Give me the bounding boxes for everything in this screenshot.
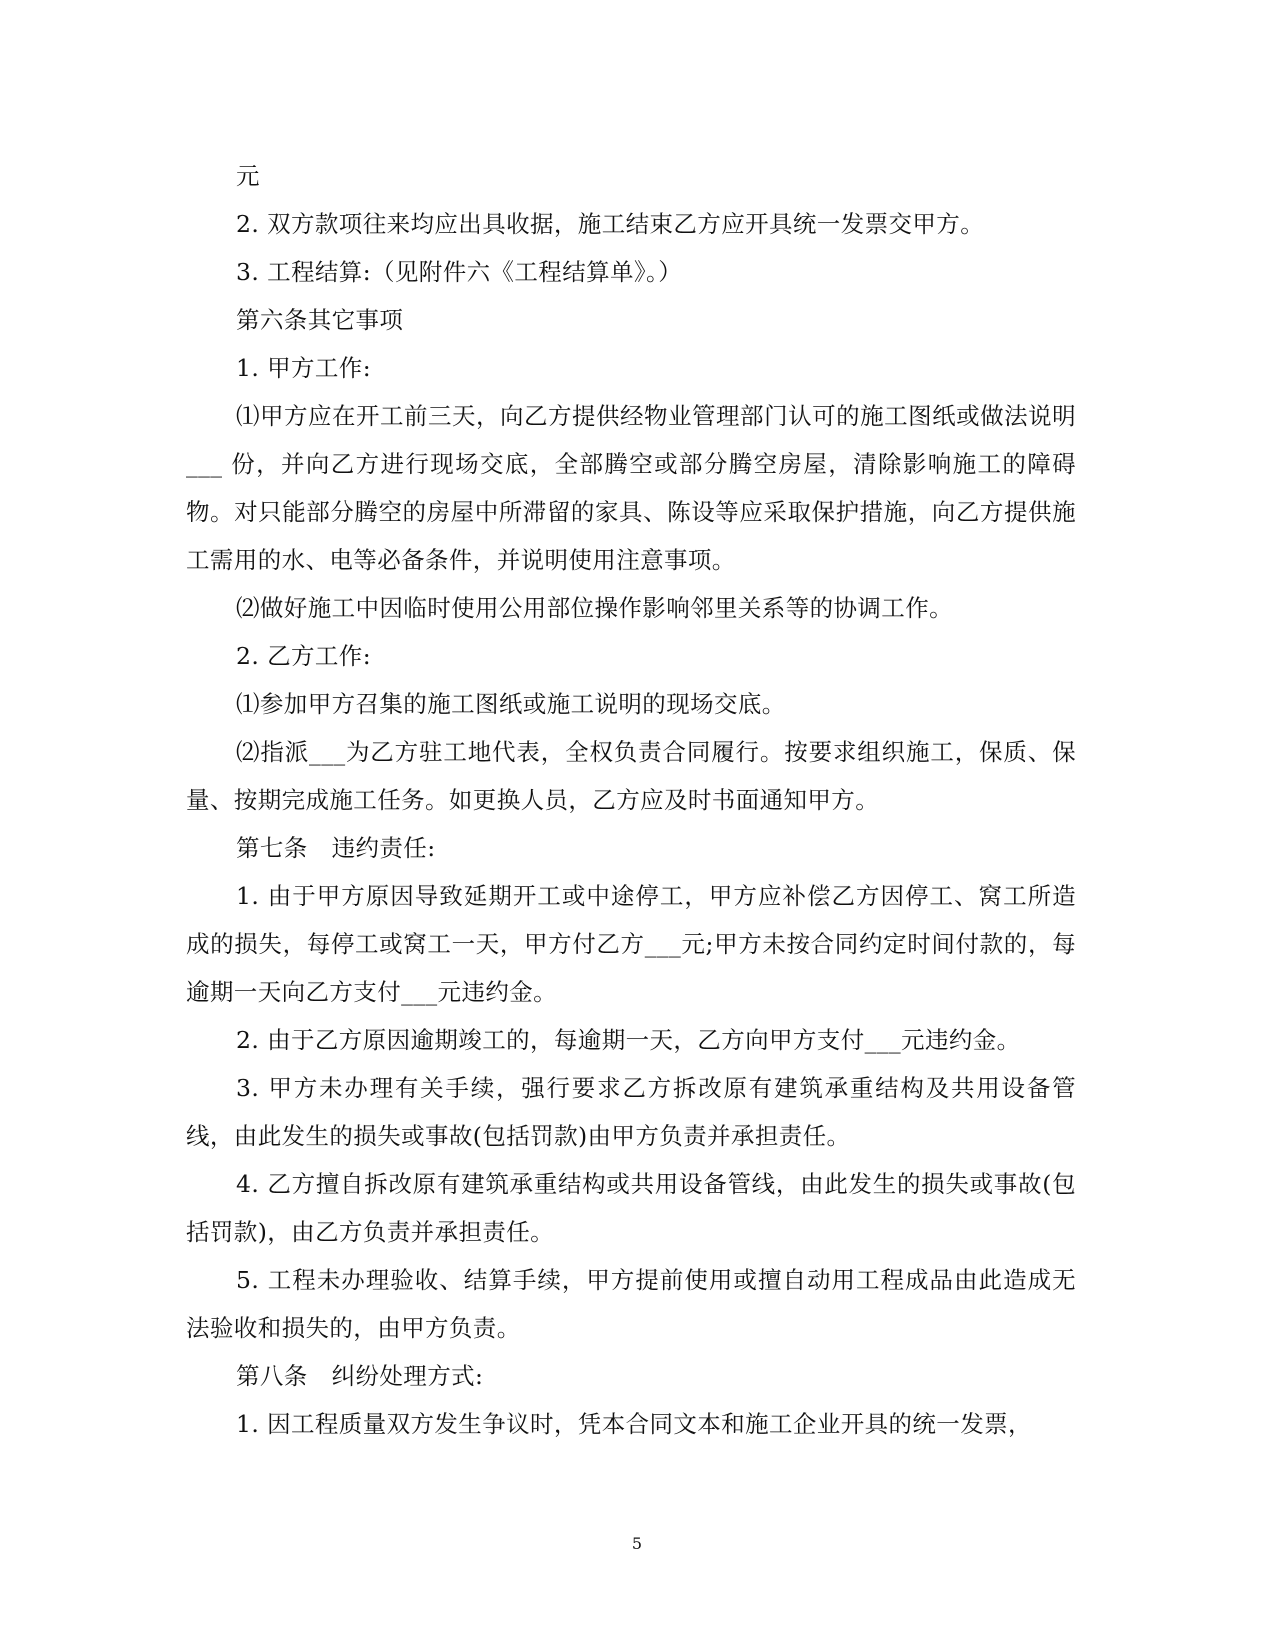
paragraph-1: 元 [236, 162, 260, 190]
section-heading-8: 第八条 纠纷处理方式: [236, 1362, 484, 1390]
paragraph-5: 1. 甲方工作: [236, 354, 372, 382]
paragraph-13: 2. 由于乙方原因逾期竣工的，每逾期一天，乙方向甲方支付___元违约金。 [236, 1026, 1021, 1054]
paragraph-7: ⑵做好施工中因临时使用公用部位操作影响邻里关系等的协调工作。 [236, 594, 953, 622]
paragraph-10: ⑵指派___为乙方驻工地代表，全权负责合同履行。按要求组织施工，保质、保量、按期完成施工任务。如更换人员，乙方应及时书面通知甲方。 [186, 738, 1076, 814]
section-heading-7: 第七条 违约责任: [236, 834, 436, 862]
paragraph-18: 1. 因工程质量双方发生争议时，凭本合同文本和施工企业开具的统一发票， [236, 1410, 1032, 1438]
page-number: 5 [631, 1534, 644, 1553]
section-heading-6: 第六条其它事项 [236, 306, 404, 334]
paragraph-2: 2. 双方款项往来均应出具收据，施工结束乙方应开具统一发票交甲方。 [236, 210, 985, 238]
document-body [186, 152, 1076, 1448]
paragraph-14: 3. 甲方未办理有关手续，强行要求乙方拆改原有建筑承重结构及共用设备管线，由此发生的损失或事故(包括罚款)由甲方负责并承担责任。 [186, 1074, 1076, 1150]
paragraph-15: 4. 乙方擅自拆改原有建筑承重结构或共用设备管线，由此发生的损失或事故(包括罚款)，由乙方负责并承担责任。 [186, 1170, 1076, 1246]
paragraph-8: 2. 乙方工作: [236, 642, 372, 670]
paragraph-16: 5. 工程未办理验收、结算手续，甲方提前使用或擅自动用工程成品由此造成无法验收和损失的，由甲方负责。 [186, 1266, 1076, 1342]
paragraph-3: 3. 工程结算:（见附件六《工程结算单》。） [236, 258, 683, 286]
paragraph-9: ⑴参加甲方召集的施工图纸或施工说明的现场交底。 [236, 690, 786, 718]
paragraph-6: ⑴甲方应在开工前三天，向乙方提供经物业管理部门认可的施工图纸或做法说明___ 份，并向乙方进行现场交底，全部腾空或部分腾空房屋，清除影响施工的障碍物。对只能部分腾空的房屋中所滞留的家具、陈设等应采取保护措施，向乙方提供施工需用的水、电等必备条件，并说明使用注意事项。 [186, 402, 1076, 574]
paragraph-12: 1. 由于甲方原因导致延期开工或中途停工，甲方应补偿乙方因停工、窝工所造成的损失，每停工或窝工一天，甲方付乙方___元;甲方未按合同约定时间付款的，每逾期一天向乙方支付___元违约金。 [186, 882, 1076, 1006]
